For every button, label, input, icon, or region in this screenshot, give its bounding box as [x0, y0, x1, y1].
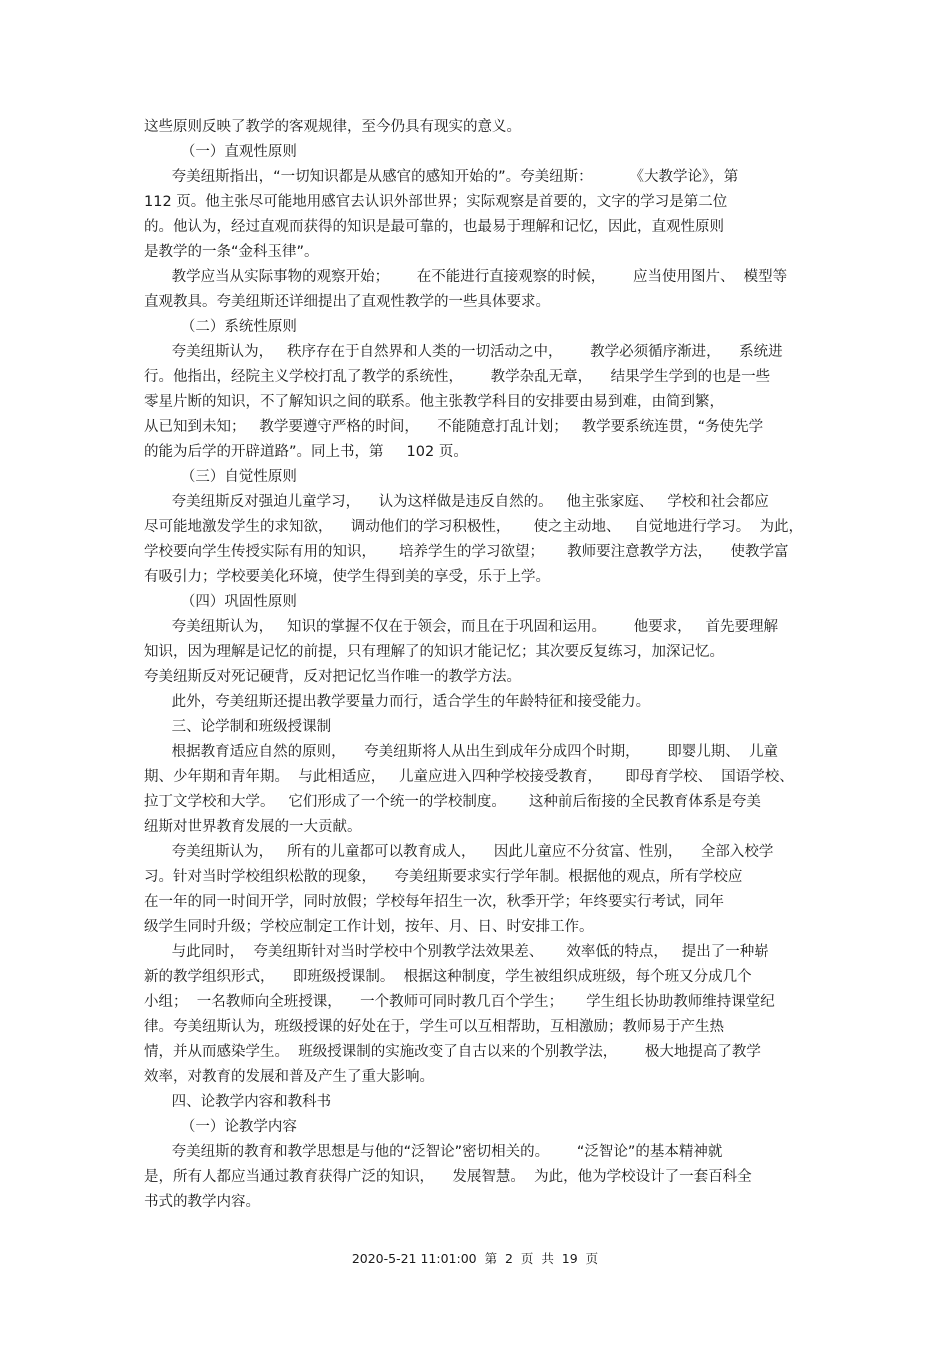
text-line: （四）巩固性原则 — [144, 594, 297, 610]
text-line: 尽可能地激发学生的求知欲， 调动他们的学习积极性， 使之主动地、 自觉地进行学习。 为此， — [144, 519, 804, 535]
text-line: （一）论教学内容 — [144, 1119, 297, 1135]
text-line: 夸美纽斯反对强迫儿童学习， 认为这样做是违反自然的。 他主张家庭、 学校和社会都应 — [144, 494, 769, 510]
text-line: 根据教育适应自然的原则， 夸美纽斯将人从出生到成年分成四个时期， 即婴儿期、 儿童 — [144, 744, 778, 760]
text-line: 夸美纽斯认为， 所有的儿童都可以教育成人， 因此儿童应不分贫富、性别， 全部入校学 — [144, 844, 774, 860]
text-line: 行。他指出，经院主义学校打乱了教学的系统性， 教学杂乱无章， 结果学生学到的也是一些 — [144, 369, 771, 385]
text-line: （二）系统性原则 — [144, 319, 297, 335]
text-line: 学校要向学生传授实际有用的知识， 培养学生的学习欲望； 教师要注意教学方法， 使教学富 — [144, 544, 789, 560]
text-line: 知识，因为理解是记忆的前提，只有理解了的知识才能记忆；其次要反复练习，加深记忆。 — [144, 644, 724, 660]
text-line: 书式的教学内容。 — [144, 1194, 260, 1210]
text-line: 是，所有人都应当通过教育获得广泛的知识， 发展智慧。 为此，他为学校设计了一套百科全 — [144, 1169, 752, 1185]
text-line: 零星片断的知识，不了解知识之间的联系。他主张教学科目的安排要由易到难，由简到繁， — [144, 394, 724, 410]
text-line: 此外，夸美纽斯还提出教学要量力而行，适合学生的年龄特征和接受能力。 — [144, 694, 651, 710]
text-line: （三）自觉性原则 — [144, 469, 297, 485]
text-line: 这些原则反映了教学的客观规律，至今仍具有现实的意义。 — [144, 119, 521, 135]
text-line: 教学应当从实际事物的观察开始； 在不能进行直接观察的时候， 应当使用图片、 模型等 — [144, 269, 788, 285]
text-line: 期、少年期和青年期。 与此相适应， 儿童应进入四种学校接受教育， 即母育学校、 国语学校、 — [144, 769, 794, 785]
text-line: 纽斯对世界教育发展的一大贡献。 — [144, 819, 362, 835]
text-line: 情，并从而感染学生。 班级授课制的实施改变了自古以来的个别教学法， 极大地提高了教学 — [144, 1044, 761, 1060]
text-line: 在一年的同一时间开学，同时放假；学校每年招生一次，秋季开学；年终要实行考试，同年 — [144, 894, 724, 910]
text-line: 夸美纽斯指出，“一切知识都是从感官的感知开始的”。夸美纽斯： 《大教学论》，第 — [144, 169, 739, 185]
text-line: 拉丁文学校和大学。 它们形成了一个统一的学校制度。 这种前后衔接的全民教育体系是夸美 — [144, 794, 761, 810]
text-line: 三、论学制和班级授课制 — [144, 719, 332, 735]
text-line: 112 页。他主张尽可能地用感官去认识外部世界；实际观察是首要的，文字的学习是第二位 — [144, 194, 728, 210]
text-line: 从已知到未知； 教学要遵守严格的时间， 不能随意打乱计划； 教学要系统连贯，“务使先学 — [144, 419, 764, 435]
text-line: 级学生同时升级；学校应制定工作计划，按年、月、日、时安排工作。 — [144, 919, 594, 935]
text-line: 直观教具。夸美纽斯还详细提出了直观性教学的一些具体要求。 — [144, 294, 550, 310]
text-line: 律。夸美纽斯认为，班级授课的好处在于，学生可以互相帮助，互相激励；教师易于产生热 — [144, 1019, 724, 1035]
text-line: 有吸引力；学校要美化环境，使学生得到美的享受，乐于上学。 — [144, 569, 550, 585]
text-line: 的。他认为，经过直观而获得的知识是最可靠的，也最易于理解和记忆，因此，直观性原则 — [144, 219, 724, 235]
text-line: 效率，对教育的发展和普及产生了重大影响。 — [144, 1069, 434, 1085]
text-line: 与此同时， 夸美纽斯针对当时学校中个别教学法效果差、 效率低的特点， 提出了一种崭 — [144, 944, 769, 960]
text-line: （一）直观性原则 — [144, 144, 297, 160]
text-line: 夸美纽斯的教育和教学思想是与他的“泛智论”密切相关的。 “泛智论”的基本精神就 — [144, 1144, 723, 1160]
text-line: 四、论教学内容和教科书 — [144, 1094, 332, 1110]
text-line: 夸美纽斯认为， 秩序存在于自然界和人类的一切活动之中， 教学必须循序渐进， 系统进 — [144, 344, 783, 360]
text-line: 新的教学组织形式， 即班级授课制。 根据这种制度，学生被组织成班级，每个班又分成几个 — [144, 969, 752, 985]
text-line: 夸美纽斯反对死记硬背，反对把记忆当作唯一的教学方法。 — [144, 669, 521, 685]
text-line: 习。针对当时学校组织松散的现象， 夸美纽斯要求实行学年制。根据他的观点，所有学校应 — [144, 869, 743, 885]
text-line: 的能为后学的开辟道路”。同上书，第 102 页。 — [144, 444, 468, 460]
text-line: 是教学的一条“金科玉律”。 — [144, 244, 319, 260]
text-line: 小组； 一名教师向全班授课， 一个教师可同时教几百个学生； 学生组长协助教师维持课堂纪 — [144, 994, 775, 1010]
page-footer: 2020-5-21 11:01:00 第 2 页 共 19 页 — [351, 1251, 599, 1266]
text-line: 夸美纽斯认为， 知识的掌握不仅在于领会，而且在于巩固和运用。 他要求， 首先要理解 — [144, 619, 778, 635]
